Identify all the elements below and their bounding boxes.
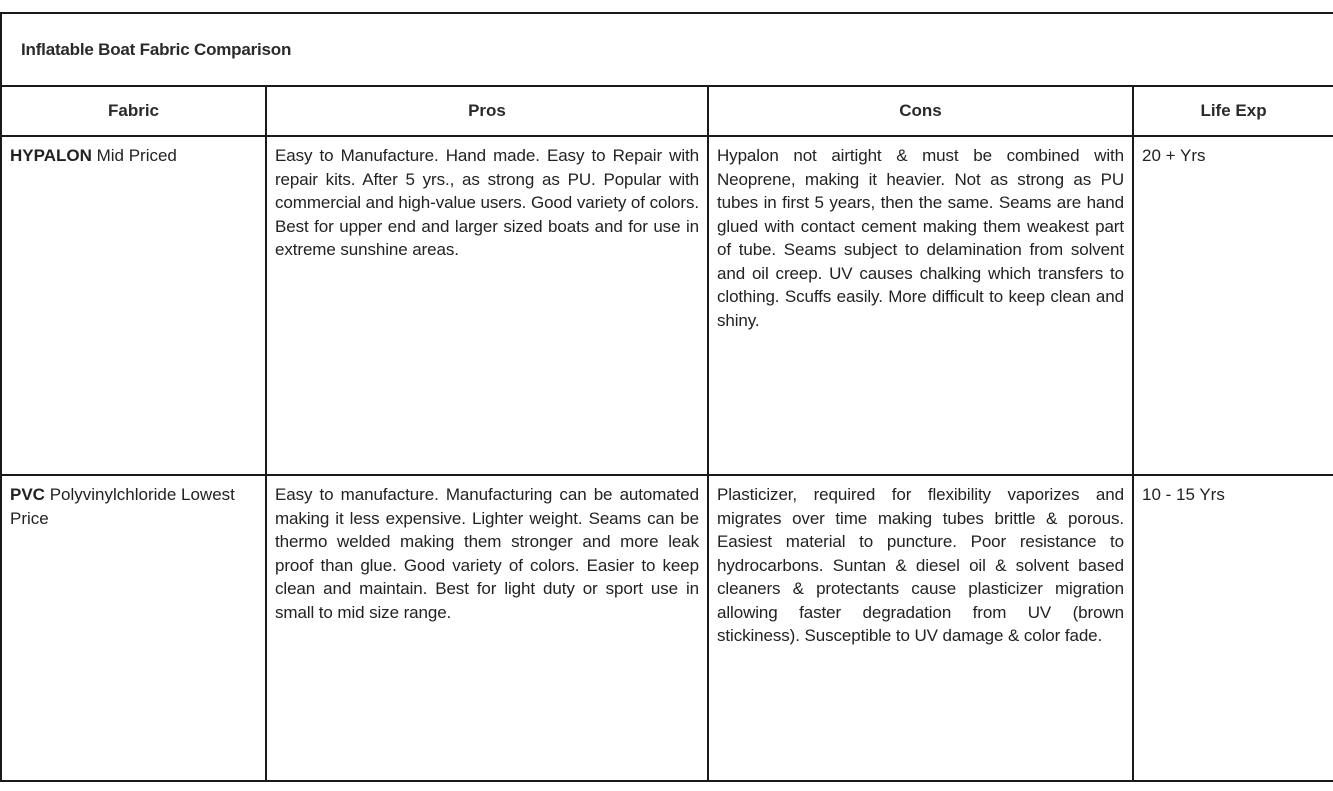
- fabric-cell-hypalon: [1, 136, 266, 475]
- pros-cell-hypalon: Easy to Manufacture. Hand made. Easy to Repair with repair kits. After 5 yrs., as strong as PU. Popular with commercial and high-value users. Good variety of colors. Best for upper end and larger sized boats and for use in extreme sunshine areas.: [266, 136, 708, 475]
- header-fabric: Fabric: [1, 86, 266, 136]
- fabric-description: Mid Priced: [91, 146, 177, 165]
- header-cons: Cons: [708, 86, 1133, 136]
- fabric-description: Polyvinylchloride Lowest Price: [10, 485, 235, 528]
- header-pros: Pros: [266, 86, 708, 136]
- table-title-row: [1, 13, 1333, 86]
- cons-cell-pvc: Plasticizer, required for flexibility vaporizes and migrates over time making tubes brittle & porous. Easiest material to puncture. Poor resistance to hydrocarbons. Suntan & diesel oil & solvent based cleaners & protectants cause plasticizer migration allowing faster degradation from UV (brown stickiness). Susceptible to UV damage & color fade.: [708, 475, 1133, 781]
- table-row-hypalon: [1, 136, 1333, 475]
- table-title: Inflatable Boat Fabric Comparison: [1, 13, 1333, 86]
- fabric-name: PVC: [10, 485, 45, 504]
- cons-cell-hypalon: Hypalon not airtight & must be combined with Neoprene, making it heavier. Not as strong as PU tubes in first 5 years, then the same. Seams are hand glued with contact cement making them weakest part of tube. Seams subject to delamination from solvent and oil creep. UV causes chalking which transfers to clothing. Scuffs easily. More difficult to keep clean and shiny.: [708, 136, 1133, 475]
- table-row-pvc: [1, 475, 1333, 781]
- life-exp-cell-hypalon: 20 + Yrs: [1133, 136, 1333, 475]
- table-header-row: [1, 86, 1333, 136]
- fabric-cell-pvc: [1, 475, 266, 781]
- life-exp-cell-pvc: 10 - 15 Yrs: [1133, 475, 1333, 781]
- header-life-exp: Life Exp: [1133, 86, 1333, 136]
- fabric-name: HYPALON: [10, 146, 92, 165]
- pros-cell-pvc: Easy to manufacture. Manufacturing can be automated making it less expensive. Lighter weight. Seams can be thermo welded making them stronger and more leak proof than glue. Good variety of colors. Easier to keep clean and maintain. Best for light duty or sport use in small to mid size range.: [266, 475, 708, 781]
- comparison-table-wrapper: [0, 12, 1333, 782]
- fabric-comparison-table: [0, 12, 1333, 782]
